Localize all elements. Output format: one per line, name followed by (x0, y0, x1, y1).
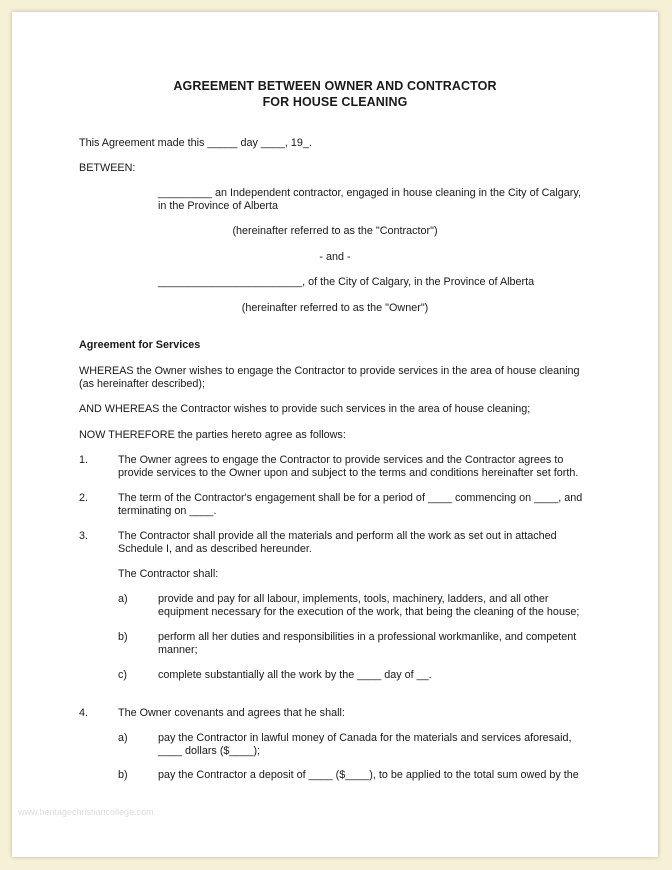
item-letter: c) (118, 669, 127, 681)
clause-number: 4. (79, 707, 89, 719)
document-page (12, 12, 658, 857)
clause-2-line-1: The term of the Contractor's engagement shall be for a period of ____ commencing on ____, and (118, 492, 583, 504)
clause-4a-line-2: ____ dollars ($____); (158, 745, 261, 757)
clause-1-line-1: The Owner agrees to engage the Contractor to provide services and the Contractor agrees to (118, 454, 564, 466)
watermark-text: www.heritagechristiancollege.com (18, 807, 154, 817)
agreement-intro: This Agreement made this _____ day ____, 19_. (79, 137, 312, 149)
clause-3-line-2: Schedule I, and as described hereunder. (118, 543, 312, 555)
clause-4b-line-1: pay the Contractor a deposit of ____ ($____), to be applied to the total sum owed by the (158, 769, 579, 781)
clause-4a-line-1: pay the Contractor in lawful money of Canada for the materials and services aforesaid, (158, 732, 572, 744)
clause-4-line-1: The Owner covenants and agrees that he shall: (118, 707, 345, 719)
clause-number: 2. (79, 492, 89, 504)
item-letter: a) (118, 732, 128, 744)
clause-number: 3. (79, 530, 89, 542)
and-separator: - and - (319, 251, 351, 263)
document-title-line-1: AGREEMENT BETWEEN OWNER AND CONTRACTOR (173, 79, 497, 93)
item-letter: b) (118, 631, 128, 643)
clause-1-line-2: provide services to the Owner upon and subject to the terms and conditions hereinafter set forth. (118, 467, 579, 479)
item-letter: b) (118, 769, 128, 781)
whereas-2: AND WHEREAS the Contractor wishes to provide such services in the area of house cleaning; (79, 403, 531, 415)
owner-party-line: ________________________, of the City of Calgary, in the Province of Alberta (158, 276, 535, 288)
clause-3a-line-1: provide and pay for all labour, implements, tools, machinery, ladders, and all other (158, 593, 549, 605)
clause-3c-line-1: complete substantially all the work by the ____ day of __. (158, 669, 432, 681)
clause-number: 1. (79, 454, 89, 466)
document-title-line-2: FOR HOUSE CLEANING (262, 95, 408, 109)
between-label: BETWEEN: (79, 162, 136, 174)
clause-3b-line-2: manner; (158, 644, 198, 656)
clause-3a-line-2: equipment necessary for the execution of the work, that being the cleaning of the house; (158, 606, 580, 618)
contractor-referred: (hereinafter referred to as the "Contractor") (232, 225, 438, 237)
section-heading: Agreement for Services (79, 339, 201, 351)
now-therefore: NOW THEREFORE the parties hereto agree as follows: (79, 429, 346, 441)
clause-3b-line-1: perform all her duties and responsibilities in a professional workmanlike, and competent (158, 631, 577, 643)
whereas-1-line-1: WHEREAS the Owner wishes to engage the Contractor to provide services in the area of house cleaning (79, 365, 580, 377)
clause-2-line-2: terminating on ____. (118, 505, 217, 517)
clause-3-line-1: The Contractor shall provide all the materials and perform all the work as set out in attached (118, 530, 557, 542)
contractor-party-line-1: _________ an Independent contractor, engaged in house cleaning in the City of Calgary, (158, 187, 581, 199)
whereas-1-line-2: (as hereinafter described); (79, 378, 206, 390)
contractor-party-line-2: in the Province of Alberta (158, 200, 279, 212)
contractor-shall-intro: The Contractor shall: (118, 568, 219, 580)
owner-referred: (hereinafter referred to as the "Owner") (241, 302, 429, 314)
item-letter: a) (118, 593, 128, 605)
